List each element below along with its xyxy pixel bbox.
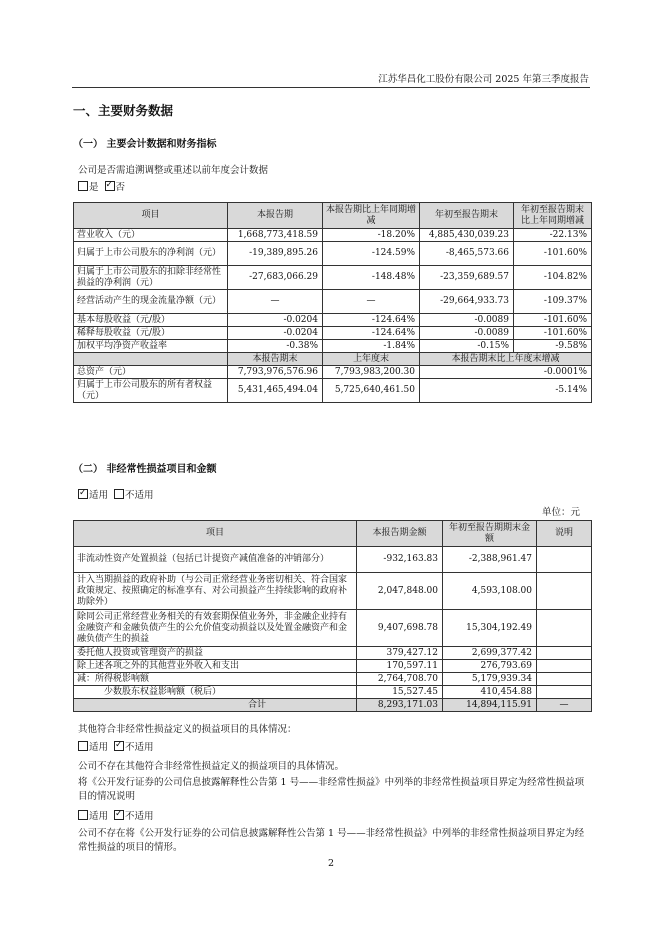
cell-value: —	[228, 290, 323, 314]
cell-note	[537, 573, 592, 610]
cell-note	[537, 686, 592, 699]
cell-value: -148.48%	[323, 266, 420, 290]
cell-value: 14,894,115.91	[443, 699, 537, 712]
unit-label: 单位：元	[541, 507, 580, 518]
listed-items-note: 公司不存在将《公开发行证券的公司信息披露解释性公告第 1 号——非经常性损益》中列举的非经常性损益项目界定为经常性损益的项目的情形。	[78, 828, 585, 853]
cell-note	[537, 610, 592, 647]
table-row	[74, 573, 592, 610]
cell-value: -0.0204	[228, 314, 323, 327]
cell-value: 4,593,108.00	[443, 573, 537, 610]
row-label: 除上述各项之外的其他营业外收入和支出	[74, 660, 357, 673]
row-label: 委托他人投资或管理资产的损益	[74, 647, 357, 660]
cell-value: 2,764,708.70	[357, 673, 443, 686]
section-title: 一、主要财务数据	[73, 103, 174, 118]
cell-value: -2,388,961.47	[443, 547, 537, 573]
table-row	[74, 660, 592, 673]
cell-value: -932,163.83	[357, 547, 443, 573]
cell-value: 5,725,640,461.50	[323, 379, 420, 403]
cell-value: 5,179,939.34	[443, 673, 537, 686]
cell-value: -101.60%	[514, 314, 592, 327]
applicable-options: ✓适用 不适用	[78, 489, 154, 503]
cell-value: 1,668,773,418.59	[228, 229, 323, 242]
row-label: 稀释每股收益（元/股）	[74, 327, 228, 340]
table-header-row	[74, 203, 592, 229]
cell-note	[537, 660, 592, 673]
cell-value: 5,431,465,494.04	[228, 379, 323, 403]
cell-value: -101.60%	[514, 327, 592, 340]
cell-value: -0.0089	[420, 327, 514, 340]
cell-value: -22.13%	[514, 229, 592, 242]
table-row	[74, 266, 592, 290]
row-label: 基本每股收益（元/股）	[74, 314, 228, 327]
subsection-title-2: （二） 非经常性损益项目和金额	[73, 464, 217, 475]
row-label: 计入当期损益的政府补助（与公司正常经营业务密切相关、符合国家政策规定、按照确定的标准享有、对公司损益产生持续影响的政府补助除外）	[74, 573, 357, 610]
key-financial-table	[73, 202, 592, 403]
cell-value: -9.58%	[514, 340, 592, 353]
col-header: 本报告期	[228, 203, 323, 229]
cell-value: -124.64%	[323, 314, 420, 327]
checkbox-checked-icon[interactable]	[78, 489, 88, 499]
checkbox-checked-icon[interactable]	[114, 741, 124, 751]
col-header: 年初至报告期末	[420, 203, 514, 229]
table-row	[74, 379, 592, 403]
checkbox-empty-icon[interactable]	[114, 489, 124, 499]
other-items-note: 公司不存在其他符合非经常性损益定义的损益项目的具体情况。	[78, 761, 345, 772]
row-label: 归属于上市公司股东的净利润（元）	[74, 242, 228, 266]
page-number: 2	[327, 858, 335, 869]
cell-note	[537, 673, 592, 686]
applicable-options-2: 适用 ✓ 不适用	[78, 741, 154, 755]
row-label: 加权平均净资产收益率	[74, 340, 228, 353]
row-label: 总资产（元）	[74, 366, 228, 379]
table-row	[74, 547, 592, 573]
col-header: 年初至报告期末比上年同期增减	[514, 203, 592, 229]
applicable-options-3: 适用 ✓ 不适用	[78, 810, 154, 824]
retro-options: 是 ✓ 否	[78, 181, 125, 195]
table-row	[74, 366, 592, 379]
cell-value: -124.59%	[323, 242, 420, 266]
row-label: 归属于上市公司股东的扣除非经常性损益的净利润（元）	[74, 266, 228, 290]
row-label: 除同公司正常经营业务相关的有效套期保值业务外，非金融企业持有金融资产和金融负债产生的公允价值变动损益以及处置金融资产和金融负债产生的损益	[74, 610, 357, 647]
table-row	[74, 673, 592, 686]
cell-value: -1.84%	[323, 340, 420, 353]
col-header: 年初至报告期期末金额	[443, 521, 537, 547]
cell-value: 4,885,430,039.23	[420, 229, 514, 242]
cell-value: -0.0001%	[420, 366, 592, 379]
cell-value: —	[323, 290, 420, 314]
cell-value: -0.38%	[228, 340, 323, 353]
cell-value: 15,527.45	[357, 686, 443, 699]
cell-value: -29,664,933.73	[420, 290, 514, 314]
checkbox-empty-icon[interactable]	[78, 181, 88, 191]
cell-value: -0.0204	[228, 327, 323, 340]
table-row	[74, 686, 592, 699]
row-label: 非流动性资产处置损益（包括已计提资产减值准备的冲销部分）	[74, 547, 357, 573]
row-label: 营业收入（元）	[74, 229, 228, 242]
cell-value: -5.14%	[420, 379, 592, 403]
col-header: 项目	[74, 521, 357, 547]
table-row	[74, 610, 592, 647]
row-label: 减：所得税影响额	[74, 673, 357, 686]
subsection-title-1: （一） 主要会计数据和财务指标	[73, 139, 217, 150]
col-header: 本报告期末	[228, 353, 323, 366]
row-label: 归属于上市公司股东的所有者权益（元）	[74, 379, 228, 403]
listed-items-title: 将《公开发行证券的公司信息披露解释性公告第 1 号——非经常性损益》中列举的非经常性损益项目界定为经常性损益项目的情况说明	[78, 777, 585, 802]
row-label	[74, 353, 228, 366]
cell-value: -0.15%	[420, 340, 514, 353]
cell-value: -101.60%	[514, 242, 592, 266]
cell-note: —	[537, 699, 592, 712]
cell-value: -8,465,573.66	[420, 242, 514, 266]
cell-value: -0.0089	[420, 314, 514, 327]
cell-note	[537, 647, 592, 660]
cell-value: 2,047,848.00	[357, 573, 443, 610]
col-header: 上年度末	[323, 353, 420, 366]
table-subheader-row	[74, 353, 592, 366]
table-total-row	[74, 699, 592, 712]
page-header: 江苏华昌化工股份有限公司 2025 年第三季度报告	[378, 74, 589, 85]
checkbox-checked-icon[interactable]	[114, 810, 124, 820]
cell-value: 7,793,983,200.30	[323, 366, 420, 379]
checkbox-checked-icon[interactable]	[105, 181, 115, 191]
other-items-label: 其他符合非经常性损益定义的损益项目的具体情况：	[78, 724, 297, 735]
table-row	[74, 340, 592, 353]
table-row	[74, 327, 592, 340]
cell-value: 15,304,192.49	[443, 610, 537, 647]
cell-value: -124.64%	[323, 327, 420, 340]
col-header: 本报告期金额	[357, 521, 443, 547]
total-label: 合计	[74, 699, 357, 712]
cell-value: -18.20%	[323, 229, 420, 242]
col-header: 本报告期末比上年度末增减	[420, 353, 592, 366]
cell-value: 276,793.69	[443, 660, 537, 673]
cell-value: 7,793,976,576.96	[228, 366, 323, 379]
col-header: 项目	[74, 203, 228, 229]
retro-question: 公司是否需追溯调整或重述以前年度会计数据	[78, 165, 269, 176]
cell-value: 410,454.88	[443, 686, 537, 699]
non-recurring-table	[73, 520, 592, 712]
col-header: 本报告期比上年同期增减	[323, 203, 420, 229]
table-row	[74, 314, 592, 327]
table-row	[74, 647, 592, 660]
cell-value: -27,683,066.29	[228, 266, 323, 290]
cell-value: 170,597.11	[357, 660, 443, 673]
cell-value: 2,699,377.42	[443, 647, 537, 660]
table-row	[74, 290, 592, 314]
cell-value: 8,293,171.03	[357, 699, 443, 712]
cell-value: 379,427.12	[357, 647, 443, 660]
row-label: 经营活动产生的现金流量净额（元）	[74, 290, 228, 314]
cell-value: 9,407,698.78	[357, 610, 443, 647]
cell-value: -109.37%	[514, 290, 592, 314]
cell-value: -23,359,689.57	[420, 266, 514, 290]
table-row	[74, 229, 592, 242]
row-label: 少数股东权益影响额（税后）	[74, 686, 357, 699]
col-header: 说明	[537, 521, 592, 547]
checkbox-empty-icon[interactable]	[78, 810, 88, 820]
checkbox-empty-icon[interactable]	[78, 741, 88, 751]
cell-value: -19,389,895.26	[228, 242, 323, 266]
header-divider	[72, 87, 590, 88]
cell-note	[537, 547, 592, 573]
cell-value: -104.82%	[514, 266, 592, 290]
table-row	[74, 242, 592, 266]
table-header-row	[74, 521, 592, 547]
